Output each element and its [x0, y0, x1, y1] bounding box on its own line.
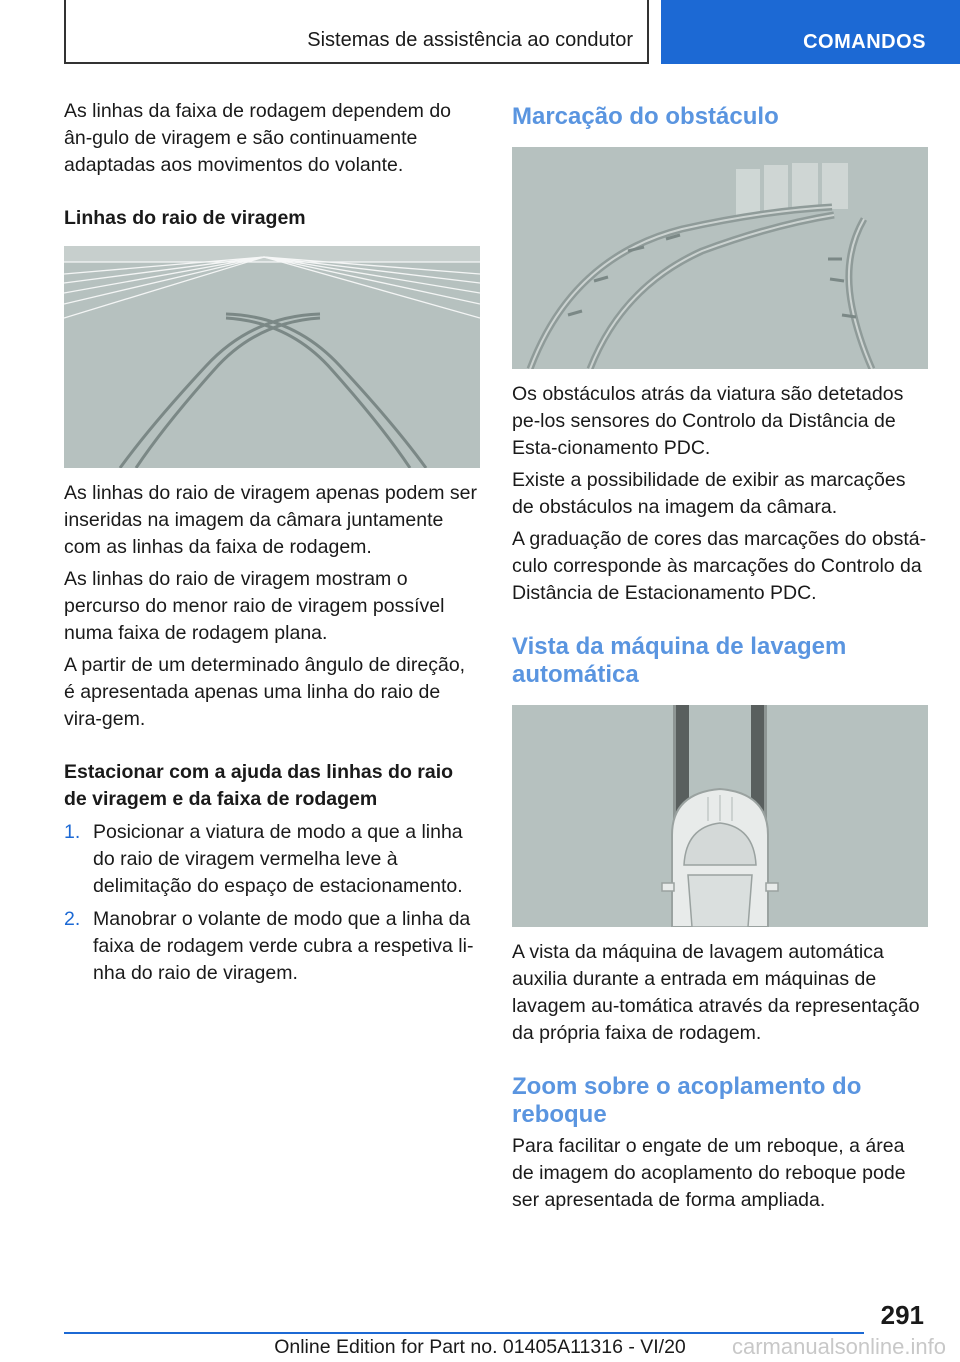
intro-paragraph: As linhas da faixa de rodagem dependem do ân-gulo de viragem e são continuamente adaptadas aos movimentos do volante.	[64, 100, 452, 176]
obstacle-marking-figure	[512, 147, 928, 369]
step-number: 1.	[64, 821, 81, 843]
header-section-title: Sistemas de assistência ao condutor	[307, 29, 633, 51]
obstacle-paragraph-1: Os obstáculos atrás da viatura são detetados pe-los sensores do Controlo da Distância de Esta-cionamento PDC.	[512, 383, 904, 459]
step-text: Posicionar a viatura de modo a que a linha do raio de viragem vermelha leve à delimitação do espaço de estacionamento.	[93, 821, 463, 897]
list-item	[64, 819, 480, 900]
list-item	[64, 906, 480, 987]
header-section-box	[64, 0, 649, 64]
turning-paragraph-1: As linhas do raio de viragem apenas podem ser inseridas na imagem da câmara juntamente com as linhas da faixa de rodagem.	[64, 482, 477, 558]
page-number: 291	[880, 1300, 924, 1330]
turning-radius-figure	[64, 246, 480, 468]
obstacle-heading: Marcação do obstáculo	[512, 103, 779, 130]
turning-paragraph-2: As linhas do raio de viragem mostram o percurso do menor raio de viragem possível numa faixa de rodagem plana.	[64, 568, 445, 644]
step-text: Manobrar o volante de modo que a linha da faixa de rodagem verde cubra a respetiva li-nha do raio de viragem.	[93, 908, 474, 984]
turning-paragraph-3: A partir de um determinado ângulo de direção, é apresentada apenas uma linha do raio de vira-gem.	[64, 654, 466, 730]
footer-watermark: carmanualsonline.info	[731, 1334, 946, 1359]
header-chapter-tab	[661, 0, 960, 64]
footer-edition-text: Online Edition for Part no. 01405A11316 - VI/20	[274, 1336, 686, 1358]
header-chapter-label: COMANDOS	[803, 31, 926, 53]
turning-lines-heading: Linhas do raio de viragem	[64, 207, 306, 229]
vehicle-top-view-icon	[662, 789, 778, 927]
zoom-paragraph-1: Para facilitar o engate de um reboque, a área de imagem do acoplamento do reboque pode ser apresentada de forma ampliada.	[512, 1135, 906, 1211]
obstacle-paragraph-2: Existe a possibilidade de exibir as marcações de obstáculos na imagem da câmara.	[512, 469, 906, 518]
step-number: 2.	[64, 908, 81, 930]
carwash-paragraph-1: A vista da máquina de lavagem automática auxilia durante a entrada em máquinas de lavagem au-tomática através da representação da própria faixa de rodagem.	[512, 941, 920, 1044]
left-column	[64, 98, 480, 993]
carwash-heading: Vista da máquina de lavagem automática	[512, 633, 847, 688]
obstacle-paragraph-3: A graduação de cores das marcações do obstá-culo corresponde às marcações do Controlo da Distância de Estacionamento PDC.	[512, 528, 927, 604]
carwash-view-figure	[512, 705, 928, 927]
parking-steps-list	[64, 819, 480, 987]
zoom-heading: Zoom sobre o acoplamento do reboque	[512, 1073, 862, 1128]
parking-heading: Estacionar com a ajuda das linhas do raio de viragem e da faixa de rodagem	[64, 761, 454, 810]
right-column	[512, 98, 928, 1219]
